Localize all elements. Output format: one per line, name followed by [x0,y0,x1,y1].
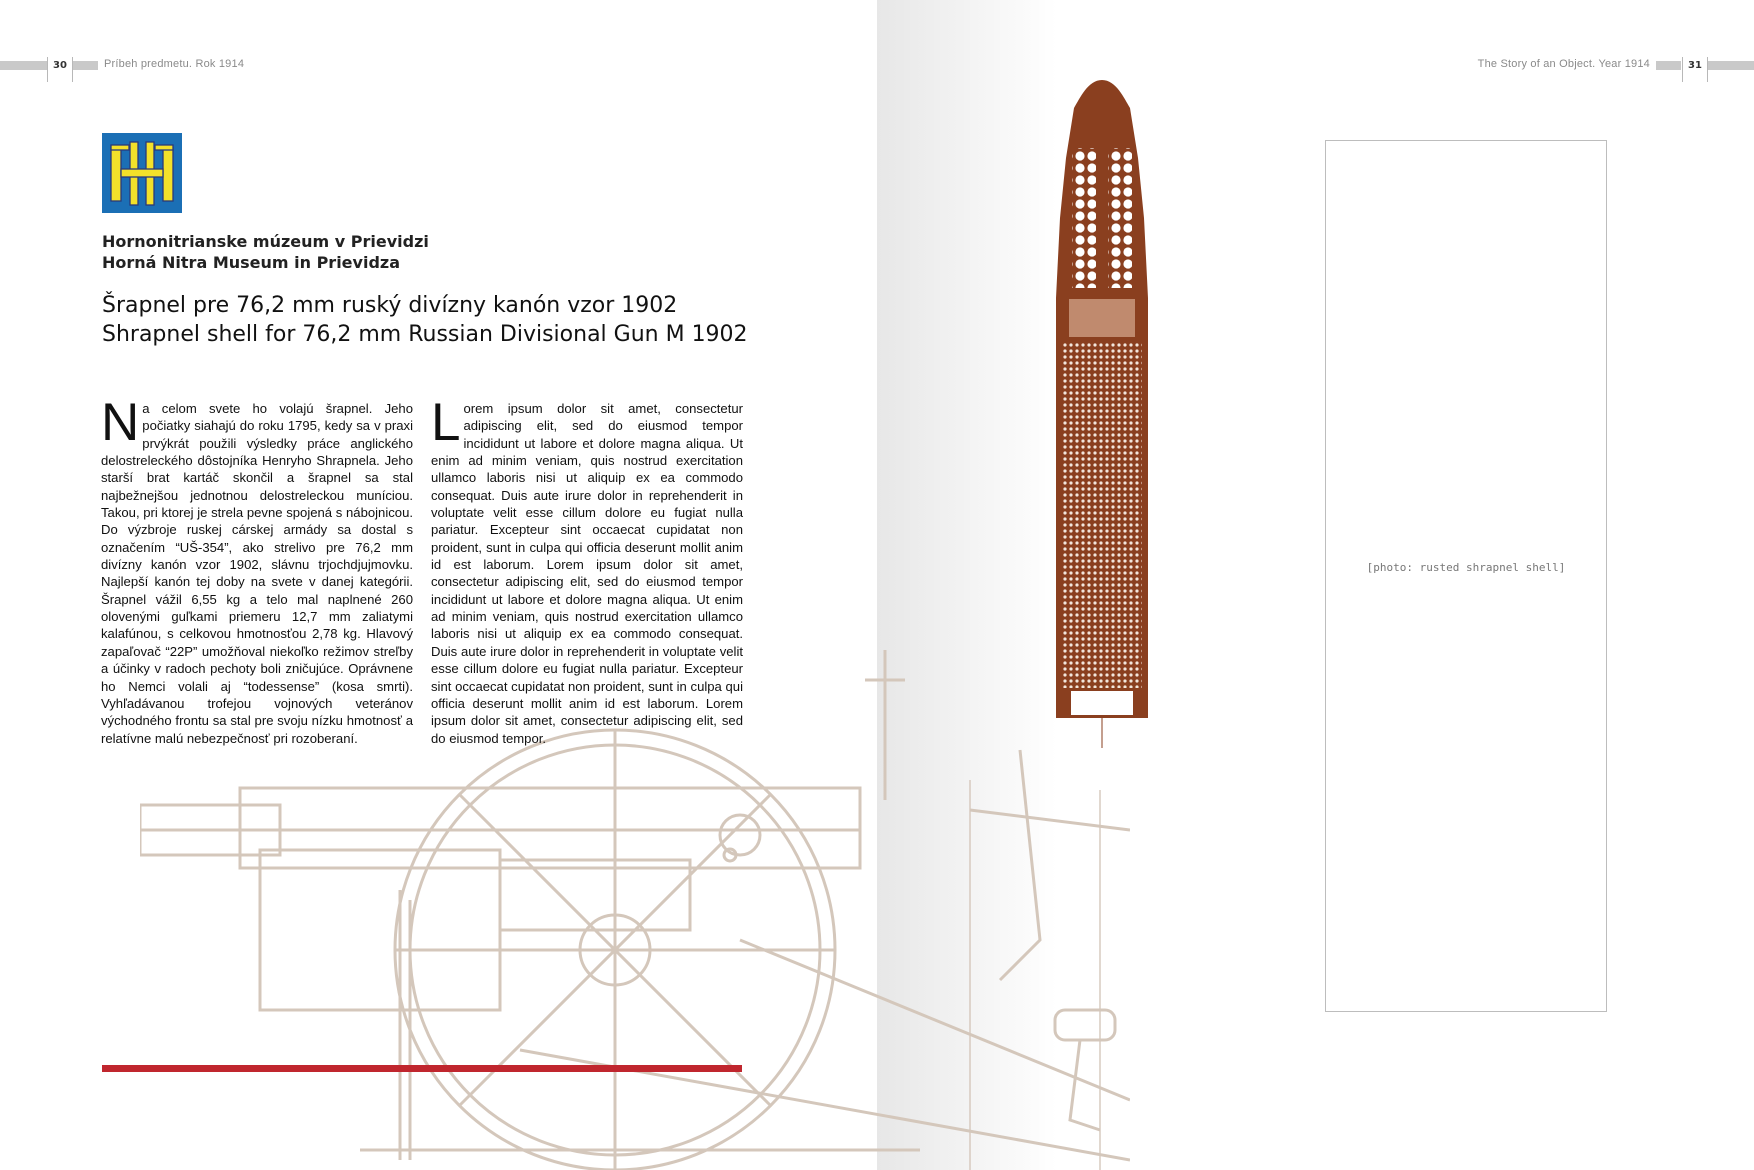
museum-logo [102,133,182,213]
title-en: Shrapnel shell for 76,2 mm Russian Divisional Gun M 1902 [102,322,748,347]
column-2-text: orem ipsum dolor sit amet, consectetur adipiscing elit, sed do eiusmod tempor incididunt ut labore et dolore magna aliqua. Ut enim ad minim veniam, quis nostrud exercitation ullamco laboris nisi ut aliquip ex ea commodo consequat. Duis aute irure dolor in reprehenderit in voluptate velit esse cillum dolore eu fugiat nulla pariatur. Excepteur sint occaecat cupidatat non proident, sunt in culpa qui officia deserunt mollit anim id est laborum. Lorem ipsum dolor sit amet, consectetur adipiscing elit, sed do eiusmod tempor incididunt ut labore et dolore magna aliqua. Ut enim ad minim veniam, quis nostrud exercitation ullamco laboris nisi ut aliquip ex ea commodo consequat. Duis aute irure dolor in reprehenderit in voluptate velit esse cillum dolore eu fugiat nulla pariatur. Excepteur sint occaecat cupidatat non proident, sunt in culpa qui officia deserunt mollit anim id est laborum. Lorem ipsum dolor sit amet, consectetur adipiscing elit, sed do eiusmod tempor. [431,401,743,746]
museum-name [102,231,429,273]
article-title [102,291,748,349]
running-header-left: Príbeh predmetu. Rok 1914 [104,58,245,70]
header-bar-left-2 [73,61,98,70]
shell-photo-label: [photo: rusted shrapnel shell] [1366,561,1566,574]
shrapnel-cross-section [1050,78,1155,748]
text-column-2 [431,393,743,747]
header-bar-right [1708,61,1754,70]
column-1-text: a celom svete ho volajú šrapnel. Jeho počiatky siahajú do roku 1795, kedy sa v praxi prvýkrát použili výsledky práce anglického delostreleckého dôstojníka Henryho Shrapnela. Jeho starší brat kartáč skončil a šrapnel sa stal najbežnejšou jednotnou delostreleckou muníciou. Takou, pri ktorej je strela pevne spojená s nábojnicou. Do výzbroje ruskej cárskej armády sa dostal s označením “UŠ-354”, ako strelivo pre 76,2 mm divízny kanón vzor 1902, slávnu trjochdjujmovku. Najlepší kanón tej doby na svete v danej kategórii. Šrapnel vážil 6,55 kg a telo mal naplnené 260 olovenými guľkami priemeru 12,7 mm zaliatymi kalafúnou, s celkovou hmotnosťou 2,78 kg. Hlavový zapaľovač “22P” umožňoval niekoľko režimov streľby a účinky v radoch pechoty boli zničujúce. Oprávnene ho Nemci volali aj “todessense” (kosa smrti). Vyhľadávanou trofejou vojnových veteránov východného frontu sa stal pre svoju nízku hmotnosť a relatívne malú nebezpečnosť pri rozoberaní. [101,401,413,746]
dropcap-2: L [431,393,461,452]
dropcap-1: N [101,393,140,452]
title-sk: Šrapnel pre 76,2 mm ruský divízny kanón vzor 1902 [102,293,678,318]
museum-name-sk: Hornonitrianske múzeum v Prievidzi [102,232,429,251]
text-column-1 [101,393,413,747]
shell-photo [1325,140,1607,1012]
page-number-right: 31 [1682,57,1708,82]
museum-name-en: Horná Nitra Museum in Prievidza [102,253,401,272]
header-bar-right-2 [1656,61,1681,70]
accent-rule [102,1065,742,1072]
page-number-left: 30 [47,57,73,82]
header-bar-left [0,61,47,70]
running-header-right: The Story of an Object. Year 1914 [1477,58,1650,70]
